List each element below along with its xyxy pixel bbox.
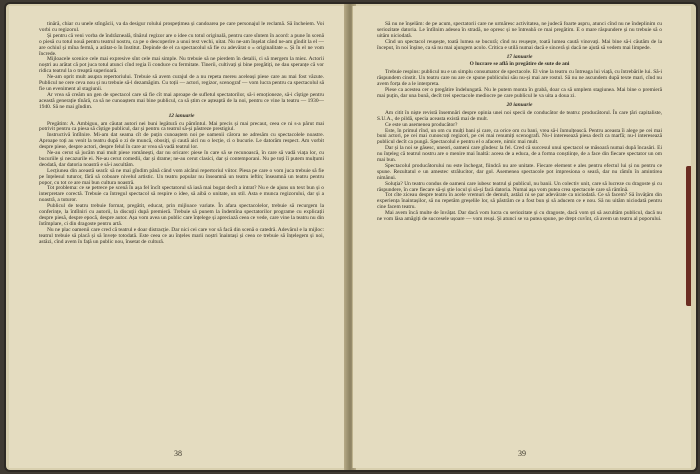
paragraph: Trebuie respins: publicul nu e un simplu consumator de spectacole. El vine la teatru cu întreaga lui viață, cu întrebările lui. Să-i răspundem cinstit. Un teatru care nu are ce spune publicului său nu-și mai are rostul. Să nu ne ascundem după texte mari, cînd nu avem forța de a le interpreta.	[377, 69, 662, 88]
page-number: 38	[174, 449, 182, 458]
left-page	[9, 6, 348, 468]
paragraph: Instructivă întîlnire. Mi-am dat seama cît de puțin cunoaștem noi pe oamenii cărora ne adresăm cu spectacolele noastre. Aproape toți au venit la teatru după o zi de muncă, obosiți, și caută aici nu o lecție, ci o bucurie. Le datorăm respect. Am vorbit despre piese, despre actori, despre felul în care ar vrea să vadă teatrul lor.	[39, 132, 324, 151]
paragraph: Și pentru că veni vorba de îndrăzneală, tînărul regizor are o idee cu totul originală, pentru care sîntem în acord: a pune în scenă o piesă cu totul nouă pentru teatrul nostru, ca pe o descoperire a unui text vechi, uitat. Nu ne-am înșelat când ne-am gîndit la el — are ochiul și mîna fermă, a arătat-o în Institut. Depinde de el ca spectacolul să fie cu adevărat o « originalitate ». Și în el ne vom încrede.	[39, 32, 324, 57]
right-page	[352, 6, 691, 468]
paragraph: Spectacolul producătorului nu este închegat, fiindcă nu are unitate. Fiecare element e ales pentru efectul lui și nu pentru ce spune. Rezultatul e un amestec strălucitor, dar gol. Asemenea spectacole pot impresiona o seară, dar nu rămîn în amintirea nimănui.	[377, 162, 662, 181]
right-page-text	[377, 22, 662, 223]
diary-date: 20 ianuarie	[506, 101, 533, 108]
paragraph: Mai avem încă multe de învățat. Dar dacă vom lucra cu seriozitate și cu dragoste, dacă vom ști să ascultăm publicul, dacă nu ne vom lăsa amăgiți de succesele ușoare — vom reuși. Și atunci se va putea spune, pe drept cuvînt, că avem un teatru al poporului.	[377, 210, 662, 223]
paragraph: Mijloacele scenice cele mai expresive sînt cele mai simple. Nu trebuie să ne pierdem în detalii, ci să mergem la miez. Actorii noștri au arătat că pot juca totul atunci cînd regia îi conduce cu fermitate. Tinerii, cultivați și bine pregătiți, ne dau speranțe că vor ridica teatrul la o treaptă superioară.	[39, 56, 324, 75]
paragraph: Pregătim: A. Ambiguu, am căutat autori nei buni legătură cu pămîntul. Mai precis și mai precaut, ceea ce ni s-a părut mai potrivit pentru ca piesa să cîștige publicul, dar și pentru ca teatrul să-și păstreze prestigiul.	[39, 120, 324, 133]
paragraph: Cînd un spectacol reușește, toată lumea se bucură; cînd nu reușește, toată lumea caută vinovați. Mai bine să-i căutăm de la început, în noi înșine, ca să nu mai ajungem acolo. Critica e utilă numai dacă e sinceră și dacă ne ajută să vedem mai limpede.	[377, 38, 662, 51]
paragraph: Ar vrea să creăm un gen de spectacol care să fie cît mai aproape de sufletul spectatorilor, să-i emoționeze, să-i cîștige pentru această generație tînără, ca să ne cunoaștem mai bine publicul, ca să știm ce așteaptă de la noi, pentru ce vine la teatru — 1930—1940. Să ne mai gîndim.	[39, 91, 324, 110]
paragraph: Publicul de teatru trebuie format, pregătit, educat, prin mijloace variate. În afara spectacolelor, trebuie să recurgem la conferințe, la întîlniri cu autorii, la discuții după premieră. Trebuie să punem la îndemîna spectatorilor programe cu explicații despre piesă, despre epocă, despre autor. Așa vom avea un public care înțelege și apreciază ceea ce vede, care vine la teatru nu din întîmplare, ci din dragoste pentru artă.	[39, 203, 324, 227]
paragraph: Ce este un asemenea producător?	[385, 121, 458, 128]
paragraph: Este, în primul rînd, un om cu mulți bani și care, ca orice om cu bani, vrea să-i înmulțească. Pentru aceasta îi alege pe cei mai buni actori, pe cei mai cunoscuți regizori, pe cei mai renumiți scenografi. Nu-l interesează piesa decît ca marfă; nu-l interesează publicul decît ca pungă. Spectacolul e pentru el o afacere, nimic mai mult.	[377, 127, 662, 146]
paragraph: Să nu ne înșelăm: de pe acum, spectatorii care ne urmăresc activitatea, ne judecă foarte aspru, atunci cînd nu ne îndeplinim cu seriozitate datoria. Le întîlnim adesea în stradă, ne opresc și ne întreabă ce mai pregătim. E o mare răspundere și nu trebuie să o uităm niciodată.	[377, 21, 662, 39]
paragraph: Tot cîte ziceau despre teatru în acele vremuri de demult, astăzi ni se par adevărate ca niciodată. Ce să facem? Să învățăm din experiența înaintașilor, să nu repetăm greșelile lor, să păstrăm ce a fost bun și să aducem ce e nou. Să nu uităm niciodată pentru cine facem teatru.	[377, 192, 662, 211]
page-number: 39	[518, 449, 526, 458]
paragraph: Piese ca acestea cer o pregătire îndelungată. Nu le putem monta în grabă, doar ca să umplem stagiunea. Mai bine o premieră mai puțin, dar una bună, decît trei spectacole mediocre pe care publicul le va uita a doua zi.	[377, 87, 662, 99]
bookmark-ribbon	[686, 166, 691, 306]
open-book	[6, 4, 696, 470]
paragraph: Soluția? Un teatru condus de oameni care iubesc teatrul și publicul, nu banii. Un colectiv unit, care să lucreze cu dragoste și cu răspundere, în care fiecare să-și știe locul și să-și facă datoria. Numai așa vom putea crea spectacole care să rămînă.	[377, 180, 662, 193]
paragraph: Lecțiunea din această seară: să ne mai gîndim până când vom alcătui repertoriul viitor. Piesa pe care o vom juca trebuie să fie pe înțelesul tuturor, fără să coboare nivelul artistic. Un teatru popular nu înseamnă un teatru ieftin; înseamnă un teatru pentru popor, cu tot ce are mai bun cultura noastră.	[39, 167, 324, 186]
section-heading: O lucrare se află în pregătire de sute de ani	[469, 61, 570, 68]
paragraph: Tot problema: ce se petrece pe scenă în așa fel încît spectatorul să iasă mai bogat decît a intrat? Nu e de ajuns un text bun și o interpretare corectă. Trebuie ca întregul spectacol să respire o idee, să aibă o unitate, un stil. Asta e munca regizorului, dar și a noastră, a tuturor.	[39, 185, 324, 204]
paragraph: Ne-au cerut să jucăm mai mult piese românești, dar nu oricare: piese în care să se recunoască, în care să vadă viața lor, cu bucuriile și necazurile ei. Ne-au cerut comedii, dar și drame; ne-au cerut clasici, dar și contemporani. Nu pe toți îi putem mulțumi deodată, dar datoria noastră e să-i ascultăm.	[39, 150, 324, 168]
diary-date: 17 ianuarie	[506, 53, 533, 60]
diary-date: 12 ianuarie	[168, 112, 195, 119]
paragraph: Ne-am oprit mult asupra repertoriului. Trebuie să avem curajul de a nu repeta mereu aceleași piese care au mai fost văzute. Publicul ne cere ceva nou și nu trebuie să-l dezamăgim. Cu toții — actori, regizor, scenograf — vom lucra pentru ca spectacolul să fie un eveniment al stagiunii.	[39, 74, 324, 92]
paragraph: tinără, chiar cu unele stîngăcii, va da desigur rolului prospețimea și candoarea pe care personajul le reclamă. Să încheiem. Voi vorbi cu regizorul.	[39, 21, 324, 33]
left-page-text	[39, 22, 324, 246]
paragraph: Dar și la noi se găsesc, uneori, oameni care gîndesc la fel. Cred că succesul unui spectacol se măsoară numai după încasări. Ei nu înțeleg că teatrul nostru are o menire mai înaltă: aceea de a educa, de a forma conștiințe, de a face din fiecare spectator un om mai bun.	[377, 145, 662, 164]
paragraph: Am citit în niște revistă însemnări despre opinia unei noi specii de conducător de teatru: producătorul. În care țări capitaliste, S.U.A., de pildă, specia aceasta există mai de mult.	[377, 109, 662, 122]
paragraph: Nu ne plac oamenii care cred că teatrul e doar distracție. Dar nici cei care vor să facă din scenă o catedră. Adevărul e la mijloc: teatrul trebuie să placă și să învețe totodată. Este ceea ce au înțeles marii noștri înaintași și ceea ce trebuie să înțelegem și noi, astăzi, cînd avem în față un public nou, însetat de cultură.	[39, 226, 324, 245]
